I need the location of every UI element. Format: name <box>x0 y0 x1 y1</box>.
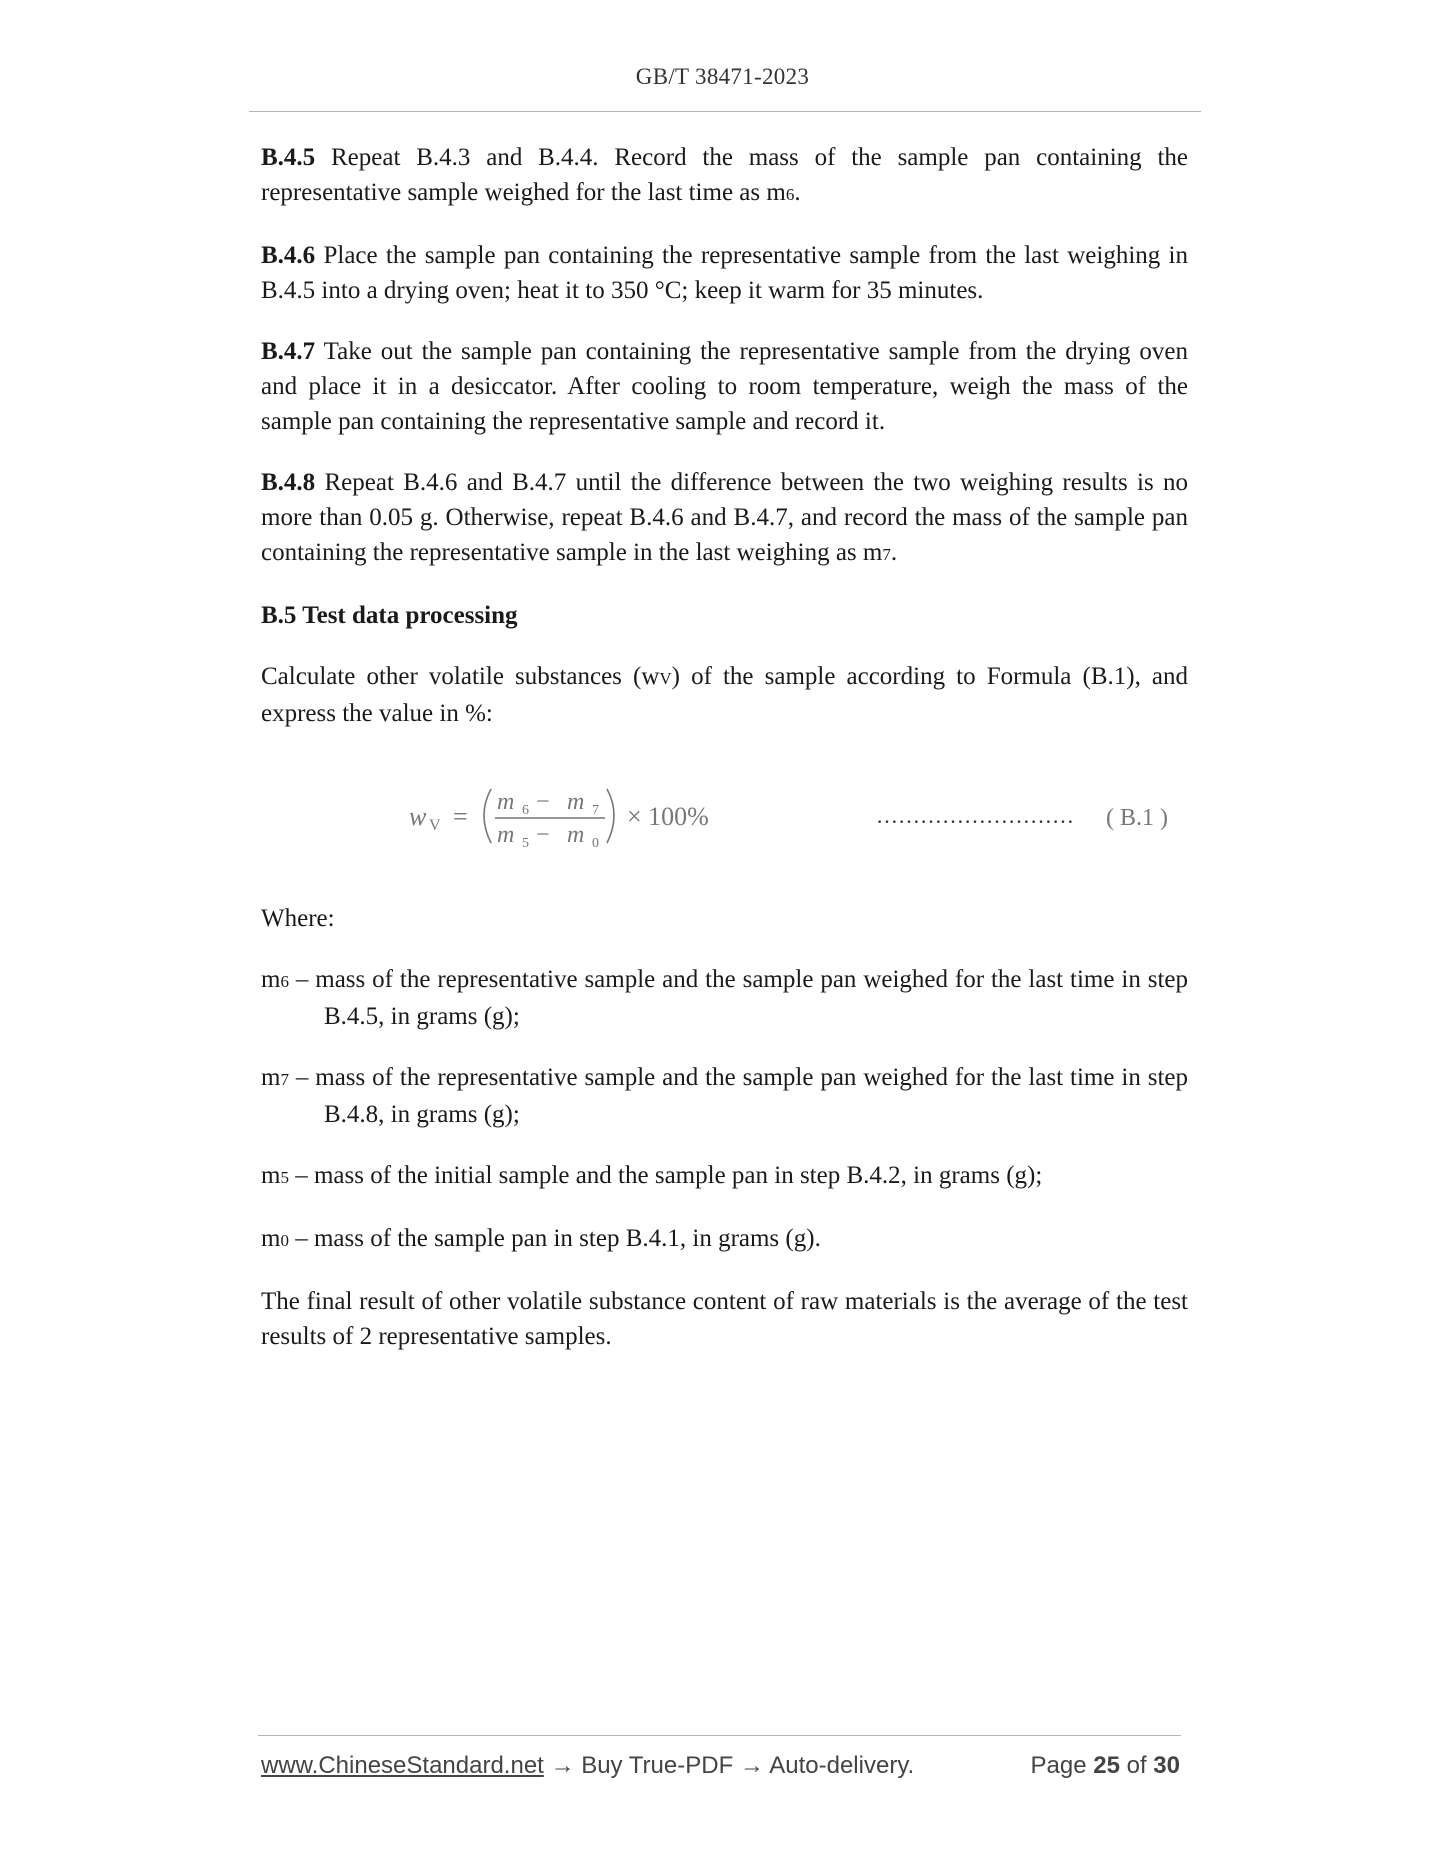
numerator-a: m <box>497 789 515 815</box>
where-label: Where: <box>261 905 335 932</box>
right-paren <box>607 789 614 843</box>
definition-m0 <box>261 1221 1188 1258</box>
definition-m6 <box>261 962 1188 1034</box>
def-subscript: 7 <box>280 1070 289 1089</box>
arrow-2: → <box>733 1752 770 1779</box>
def-text: – mass of the representative sample and the sample pan weighed for the last time in step B.4.5, in grams (g); <box>288 966 1188 1030</box>
def-text: – mass of the sample pan in step B.4.1, in grams (g). <box>288 1225 821 1252</box>
denominator-a: m <box>497 822 515 848</box>
clause-text: Repeat B.4.6 and B.4.7 until the difference between the two weighing results is no more than 0.05 g. Otherwise, repeat B.4.6 and B.4.7, and record the mass of the sample pan containing the representative sample in the last weighing as m <box>261 469 1188 566</box>
subscript: V <box>659 669 672 688</box>
clause-text: Place the sample pan containing the representative sample from the last weighing in B.4.5 into a drying oven; heat it to 350 °C; keep it warm for 35 minutes. <box>261 242 1188 304</box>
page-footer <box>261 1752 1184 1780</box>
def-subscript: 5 <box>280 1168 289 1187</box>
def-symbol: m <box>261 1162 281 1189</box>
def-symbol: m <box>261 1225 281 1252</box>
formula-times-100: × 100% <box>627 802 709 831</box>
formula-lhs-sub: V <box>429 817 441 834</box>
clause-number: B.4.5 <box>261 144 316 171</box>
subscript: 6 <box>785 185 795 204</box>
page-number: 25 <box>1093 1752 1120 1779</box>
def-subscript: 0 <box>280 1231 289 1250</box>
clause-b45 <box>261 140 1188 212</box>
page-indicator <box>1031 1752 1180 1780</box>
formula-equals: = <box>453 802 468 831</box>
dot-leader: ……………………… <box>876 803 1074 828</box>
buy-true-pdf-text: Buy True-PDF <box>581 1752 734 1779</box>
calc-text-end: ) of the sample according to Formula (B.1), and express the value in %: <box>261 663 1188 727</box>
total-pages: 30 <box>1153 1752 1180 1779</box>
formula-graphic <box>261 757 1188 875</box>
page-label: Page <box>1030 1752 1094 1779</box>
page-content <box>261 140 1188 1380</box>
formula-label: ( B.1 ) <box>1106 805 1168 831</box>
def-symbol: m <box>261 966 281 993</box>
numerator-a-sub: 6 <box>522 803 529 818</box>
numerator-minus: − <box>536 789 550 815</box>
clause-number: B.4.7 <box>261 338 316 365</box>
numerator-b-sub: 7 <box>592 803 599 818</box>
formula-lhs: w <box>409 802 427 831</box>
clause-b46 <box>261 238 1188 308</box>
denominator-b-sub: 0 <box>592 836 599 851</box>
footer-divider <box>258 1735 1181 1736</box>
calc-paragraph <box>261 659 1188 731</box>
clause-number: B.4.6 <box>261 242 316 269</box>
arrow-1: → <box>543 1752 582 1779</box>
clause-text: Repeat B.4.3 and B.4.4. Record the mass of the sample pan containing the representative sample weighed for the last time as m <box>261 144 1188 206</box>
numerator-b: m <box>567 789 585 815</box>
clause-b48 <box>261 465 1188 572</box>
clause-end: . <box>890 539 898 566</box>
def-symbol: m <box>261 1064 281 1091</box>
def-text: – mass of the initial sample and the sample pan in step B.4.2, in grams (g); <box>288 1162 1043 1189</box>
document-header-title: GB/T 38471-2023 <box>635 64 810 89</box>
def-text: – mass of the representative sample and the sample pan weighed for the last time in step B.4.8, in grams (g); <box>288 1064 1188 1128</box>
auto-delivery-text: Auto-delivery. <box>769 1752 915 1779</box>
chinese-standard-link[interactable]: www.ChineseStandard.net <box>261 1752 544 1779</box>
calc-text: Calculate other volatile substances (w <box>261 663 660 690</box>
section-heading: B.5 Test data processing <box>261 602 518 629</box>
subscript: 7 <box>882 545 891 564</box>
header-divider <box>249 111 1201 112</box>
left-paren <box>484 789 491 843</box>
definition-m7 <box>261 1060 1188 1132</box>
clause-number: B.4.8 <box>261 469 316 496</box>
formula-b1 <box>261 757 1188 875</box>
clause-b47 <box>261 334 1188 439</box>
denominator-a-sub: 5 <box>522 836 529 851</box>
denominator-minus: − <box>536 822 550 848</box>
definition-m5 <box>261 1158 1188 1195</box>
clause-text: Take out the sample pan containing the representative sample from the drying oven and place it in a desiccator. After cooling to room temperature, weigh the mass of the sample pan containing the representative sample and record it. <box>261 338 1188 435</box>
clause-end: . <box>794 179 801 206</box>
def-subscript: 6 <box>280 972 289 991</box>
denominator-b: m <box>567 822 585 848</box>
final-result-paragraph: The final result of other volatile substance content of raw materials is the average of the test results of 2 representative samples. <box>261 1288 1188 1350</box>
of-label: of <box>1119 1752 1154 1779</box>
